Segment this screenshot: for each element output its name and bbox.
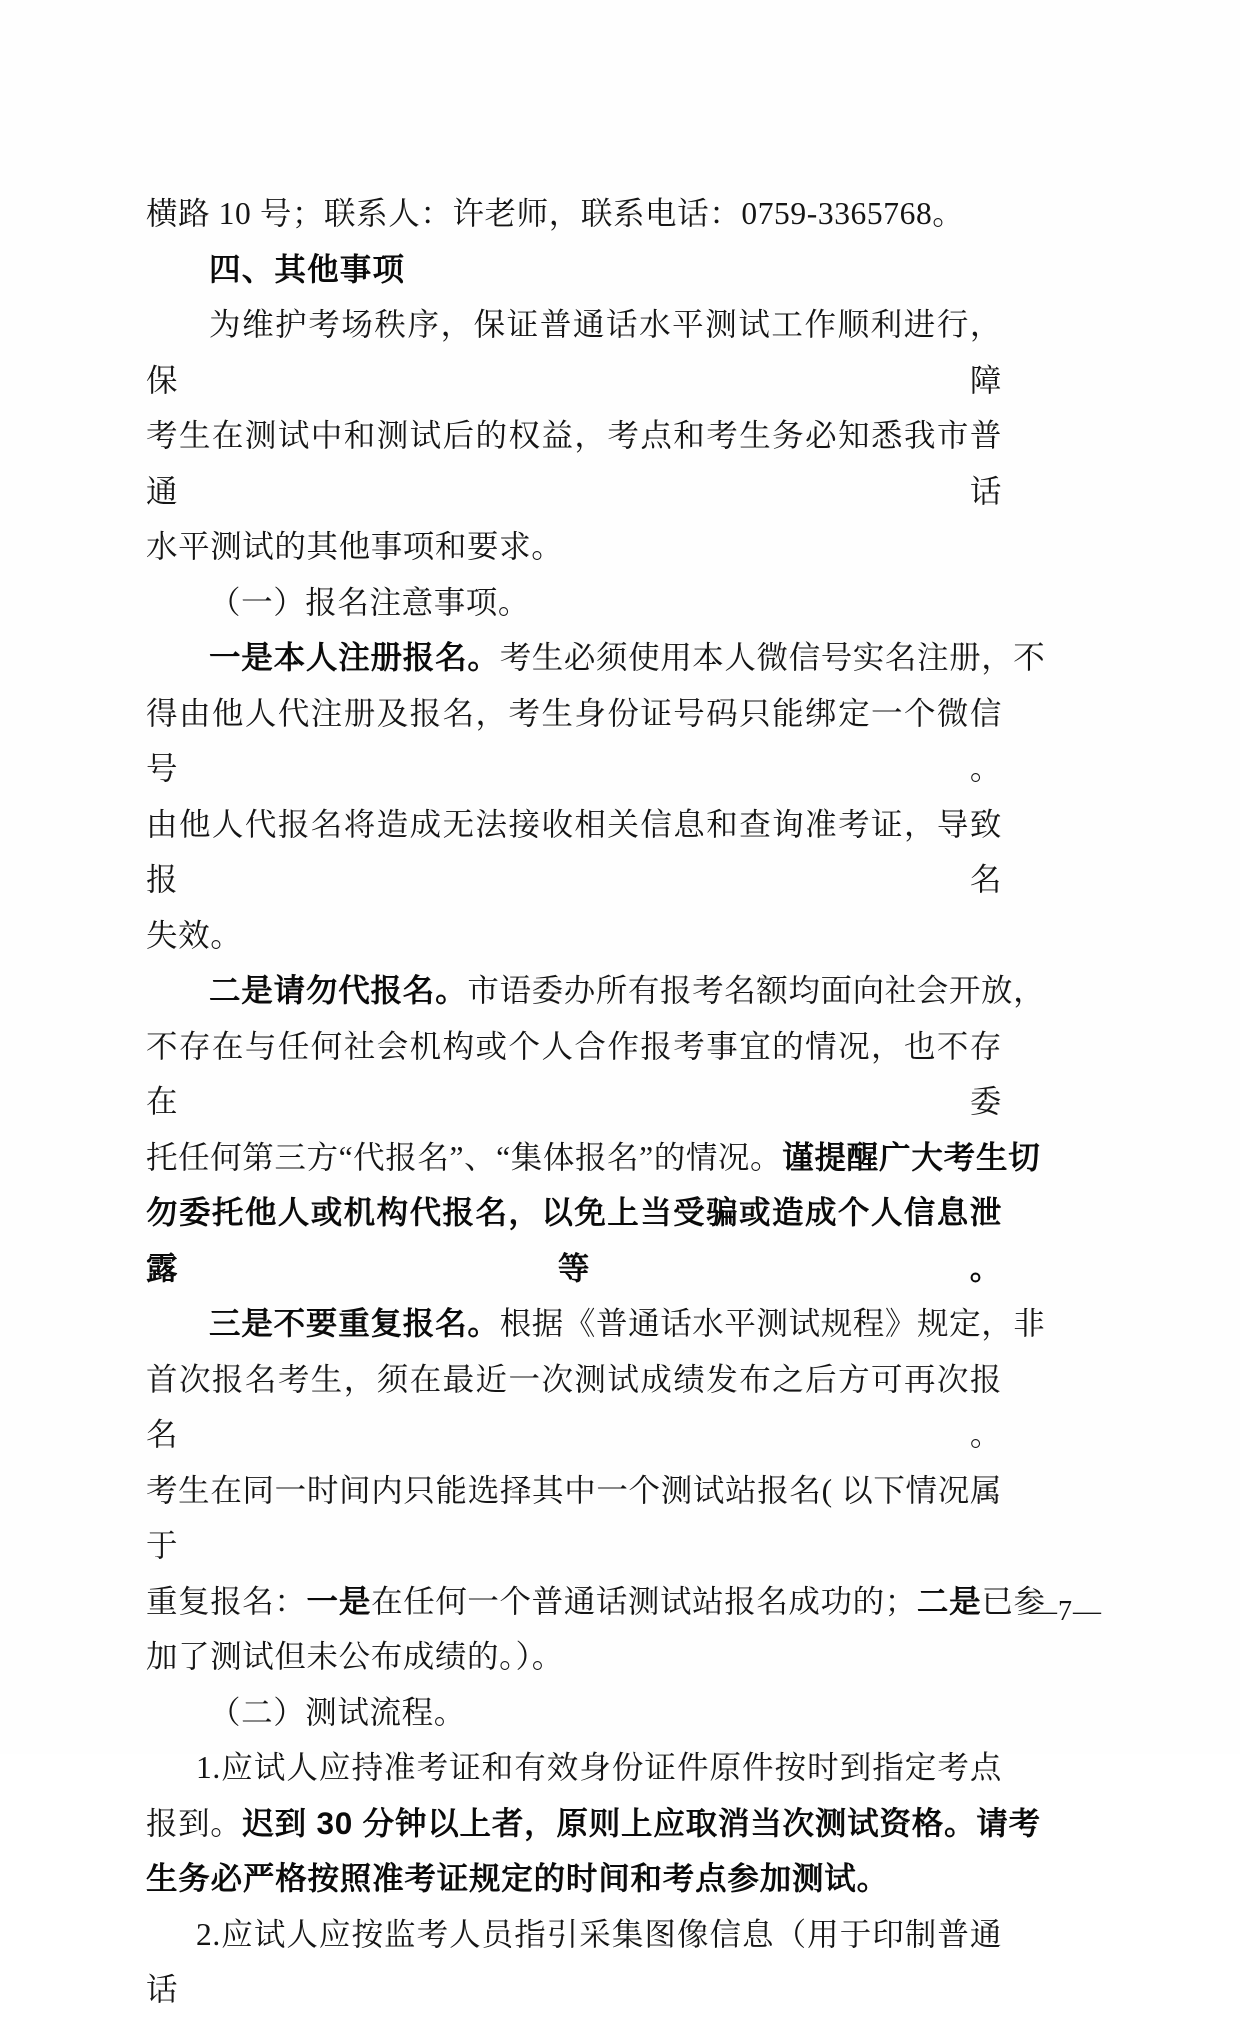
page-number: —7— (1029, 1596, 1102, 1627)
item2-bold-label: 二是请勿代报名。 (209, 972, 468, 1008)
step1-text-2a: 报到。 (146, 1805, 243, 1841)
item3-text-1: 根据《普通话水平测试规程》规定，非 (499, 1306, 1046, 1341)
paragraph-step1-line-1: 1.应试人应持准考证和有效身份证件原件按时到指定考点 (196, 1750, 1002, 1785)
paragraph-item3-line-4 (146, 1574, 1046, 1630)
page-content (146, 186, 1046, 2018)
section-heading-other-matters: 四、其他事项 (209, 250, 406, 287)
item1-text-1: 考生必须使用本人微信号实名注册，不 (499, 640, 1046, 675)
paragraph-step1-line-2 (146, 1796, 1041, 1852)
paragraph-step2-line-1: 2.应试人应按监考人员指引采集图像信息（用于印制普通话 (146, 1916, 1002, 2007)
paragraph-item3-line-2: 首次报名考生，须在最近一次测试成绩发布之后方可再次报名。 (146, 1361, 1002, 1452)
subsection-heading-registration-notes: （一）报名注意事项。 (209, 584, 531, 620)
item3-bold-label: 三是不要重复报名。 (209, 1305, 500, 1341)
item2-text-1: 市语委办所有报考名额均面向社会开放， (467, 973, 1046, 1008)
paragraph-item2-bold-warning-line: 勿委托他人或机构代报名，以免上当受骗或造成个人信息泄露等。 (146, 1194, 1002, 1286)
item3-text-4e: 已参 (981, 1583, 1046, 1619)
item3-bold-first: 一是 (306, 1582, 372, 1619)
item3-text-4c: 在任何一个普通话测试站报名成功的； (371, 1583, 917, 1619)
item3-bold-second: 二是 (916, 1582, 982, 1619)
paragraph-step1-line-3: 生务必严格按照准考证规定的时间和考点参加测试。 (146, 1860, 889, 1896)
item1-bold-label: 一是本人注册报名。 (209, 639, 500, 675)
paragraph-item3-line-5: 加了测试但未公布成绩的。）。 (146, 1639, 564, 1674)
item2-bold-warning-start: 谨提醒广大考生切 (782, 1138, 1041, 1175)
paragraph-intro-line-3: 水平测试的其他事项和要求。 (146, 529, 564, 564)
paragraph-item1-line-3: 由他人代报名将造成无法接收相关信息和查询准考证，导致报名 (146, 806, 1002, 897)
paragraph-item2-line-1 (146, 963, 1046, 1019)
paragraph-intro-line-1: 为维护考场秩序，保证普通话水平测试工作顺利进行，保障 (146, 307, 1002, 398)
paragraph-item2-line-2: 不存在与任何社会机构或个人合作报考事宜的情况，也不存在委 (146, 1028, 1002, 1119)
step1-bold-late-rule: 迟到 30 分钟以上者，原则上应取消当次测试资格。请考 (242, 1804, 1041, 1841)
paragraph-item1-line-1 (146, 630, 1046, 686)
paragraph-item1-line-4: 失效。 (146, 917, 243, 953)
item2-text-3: 托任何第三方“代报名”、“集体报名”的情况。 (146, 1139, 783, 1175)
paragraph-item1-line-2: 得由他人代注册及报名，考生身份证号码只能绑定一个微信号。 (146, 695, 1002, 786)
paragraph-item2-line-3 (146, 1130, 1041, 1186)
paragraph-item3-line-3: 考生在同一时间内只能选择其中一个测试站报名( 以下情况属于 (146, 1472, 1002, 1563)
item3-text-4a: 重复报名： (146, 1583, 307, 1619)
paragraph-item3-line-1 (146, 1296, 1046, 1352)
subsection-heading-test-process: （二）测试流程。 (209, 1694, 466, 1730)
paragraph-intro-line-2: 考生在测试中和测试后的权益，考点和考生务必知悉我市普通话 (146, 418, 1002, 509)
paragraph-contact-line: 横路 10 号；联系人：许老师，联系电话：0759-3365768。 (146, 196, 965, 231)
